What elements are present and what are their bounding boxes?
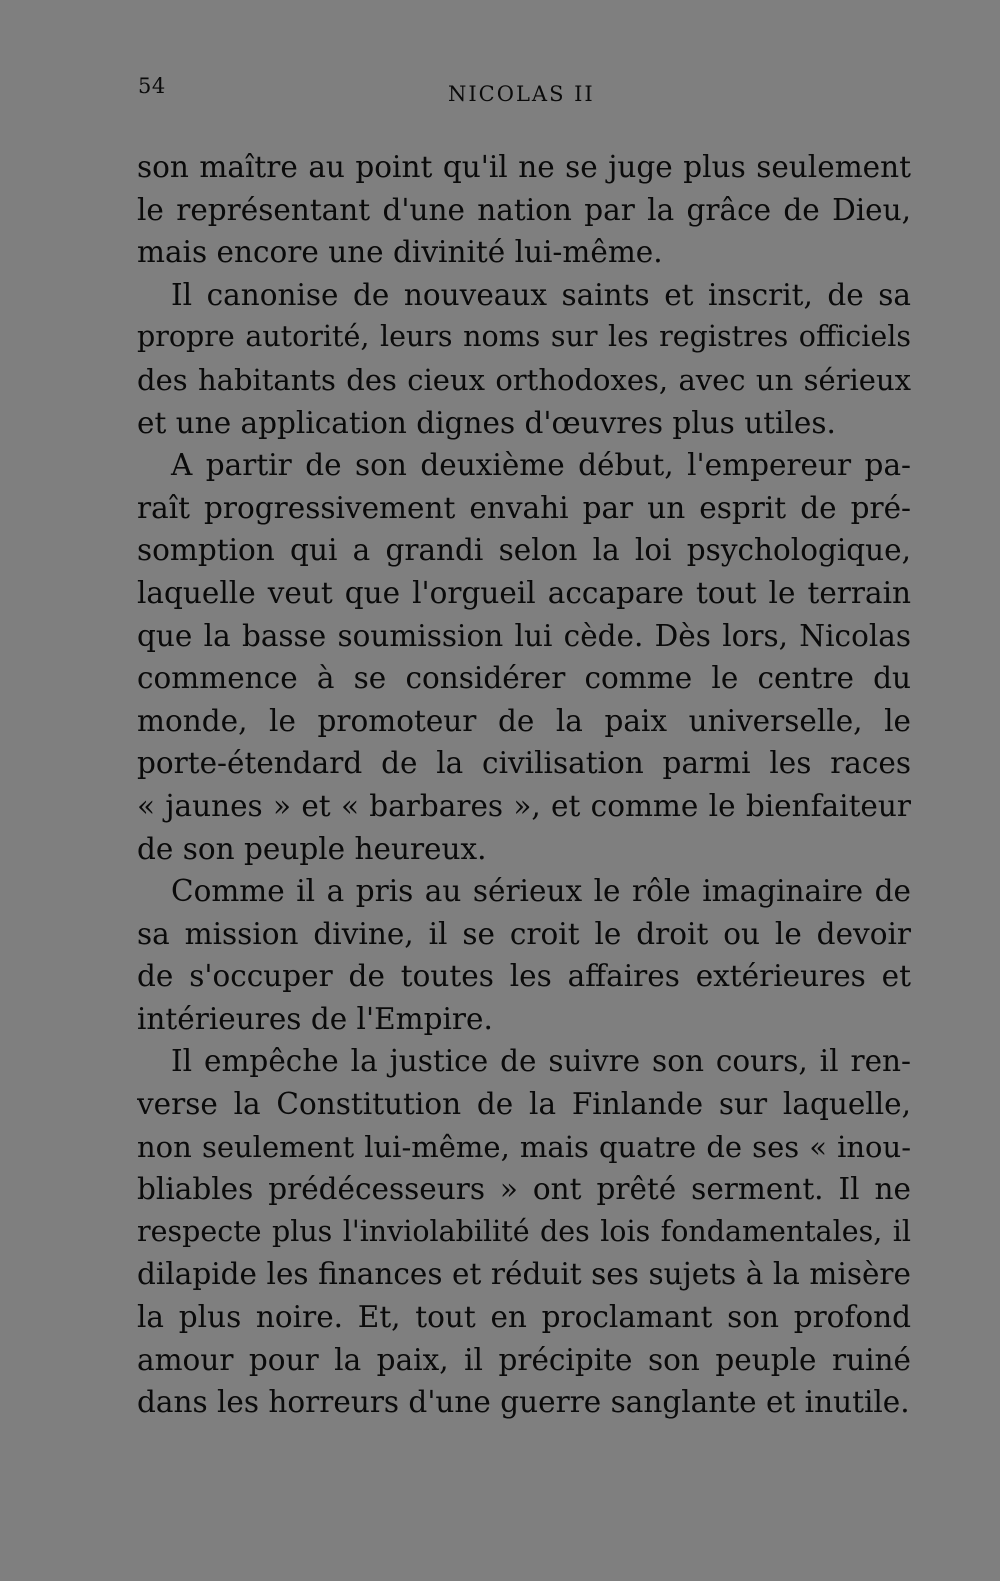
text-line: dilapide les finances et réduit ses sujets à la misère	[137, 1257, 911, 1292]
text-line: des habitants des cieux orthodoxes, avec un sérieux	[137, 362, 911, 397]
body-text	[137, 146, 911, 1424]
text-line: non seulement lui-même, mais quatre de ses « inou-	[137, 1129, 911, 1164]
text-line: la plus noire. Et, tout en proclamant son profond	[137, 1300, 911, 1335]
text-line: de son peuple heureux.	[137, 831, 487, 866]
text-line: porte-étendard de la civilisation parmi les races	[137, 746, 911, 781]
text-line: amour pour la paix, il précipite son peuple ruiné	[137, 1342, 911, 1377]
text-line: que la basse soumission lui cède. Dès lors, Nicolas	[137, 618, 911, 653]
text-line: Il empêche la justice de suivre son cours, il ren-	[171, 1044, 911, 1079]
text-line: dans les horreurs d'une guerre sanglante et inutile.	[137, 1385, 910, 1420]
text-line: monde, le promoteur de la paix universelle, le	[137, 703, 911, 738]
text-line: propre autorité, leurs noms sur les registres officiels	[137, 320, 911, 354]
text-line: respecte plus l'inviolabilité des lois fondamentales, il	[137, 1214, 911, 1248]
text-line: A partir de son deuxième début, l'empereur pa-	[171, 448, 911, 483]
page-number: 54	[138, 74, 166, 98]
text-line: raît progressivement envahi par un esprit de pré-	[137, 490, 911, 525]
text-line: sa mission divine, il se croit le droit ou le devoir	[137, 916, 911, 951]
text-line: intérieures de l'Empire.	[137, 1001, 493, 1036]
text-line: laquelle veut que l'orgueil accapare tout le terrain	[137, 575, 911, 610]
text-line: verse la Constitution de la Finlande sur laquelle,	[137, 1087, 911, 1122]
running-title: NICOLAS II	[448, 82, 595, 106]
text-line: le représentant d'une nation par la grâce de Dieu,	[137, 192, 911, 227]
text-line: de s'occuper de toutes les affaires extérieures et	[137, 959, 911, 994]
text-line: et une application dignes d'œuvres plus utiles.	[137, 405, 836, 440]
text-line: son maître au point qu'il ne se juge plus seulement	[137, 150, 911, 184]
text-line: bliables prédécesseurs » ont prêté serment. Il ne	[137, 1172, 911, 1207]
text-line: Comme il a pris au sérieux le rôle imaginaire de	[171, 874, 911, 909]
text-line: commence à se considérer comme le centre du	[137, 661, 911, 696]
text-line: Il canonise de nouveaux saints et inscrit, de sa	[171, 277, 911, 312]
text-line: mais encore une divinité lui-même.	[137, 235, 663, 270]
text-line: somption qui a grandi selon la loi psychologique,	[137, 533, 911, 568]
text-line: « jaunes » et « barbares », et comme le bienfaiteur	[137, 788, 911, 823]
